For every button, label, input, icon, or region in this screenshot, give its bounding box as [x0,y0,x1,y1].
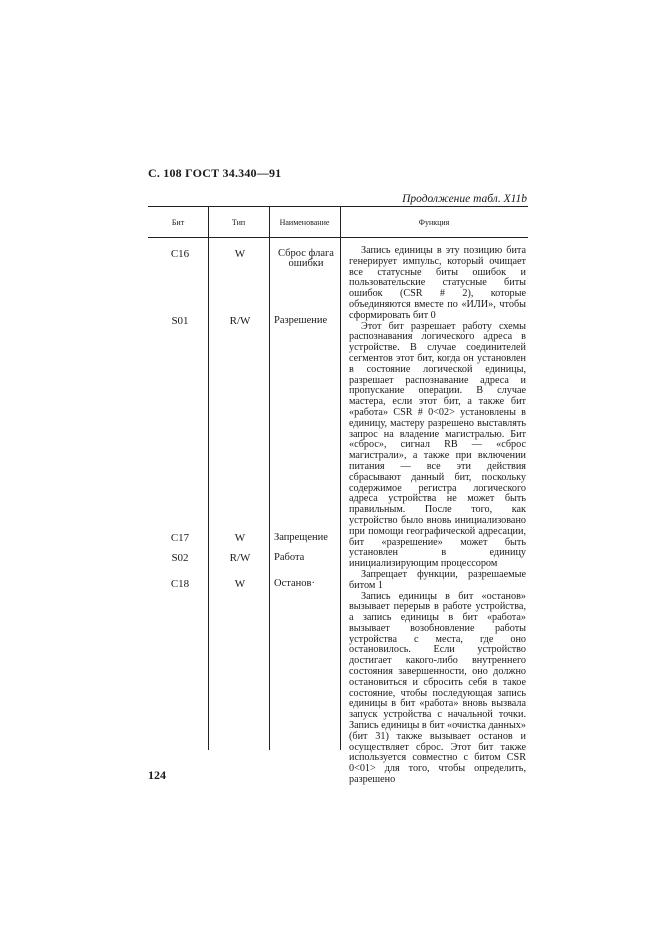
row-type: W [234,578,246,590]
function-text-c16: Запись единицы в эту позицию бита генерирует импульс, который очищает все статусные биты ошибок и пользовательские статусные биты ошибок (CSR # 2), которые объединяются вместе по «ИЛИ», чтобы сформировать бит 0 [349,245,526,321]
row-type: R/W [229,315,251,327]
row-type: R/W [229,552,251,564]
row-name: Останов· [274,578,315,589]
table-top-rule [148,206,528,207]
row-bit: C17 [170,532,190,544]
function-text-s02-c18: Запись единицы в бит «останов» вызывает перерыв в работе устройства, а запись единицы в бит «работа» вызывает возобновление работы устройства с места, где оно остановилось. Если устройство достигает какого-либо внутреннего состояния завершенности, оно должно остановиться и сбросить себя в такое состояние, чтобы последующая запись единицы в бит «работа» вновь вызвала запуск устройства с начальной точки. Запись единицы в бит «очистка данных» (бит 31) также вызывает останов и осуществляет сброс. Этот бит также используется совместно с битом CSR 0<01> для того, чтобы определить, разрешено [349,590,526,786]
table-caption: Продолжение табл. X11b [402,193,527,205]
function-text-c17: Запрещает функции, разрешаемые битом 1 [349,568,526,591]
page-header: С. 108 ГОСТ 34.340—91 [148,166,282,180]
row-bit: C16 [170,248,190,260]
column-divider [208,206,209,750]
page-number: 124 [148,768,166,782]
row-name: Сброс флага ошибки [278,248,334,269]
row-bit: S02 [171,552,189,564]
row-bit: S01 [171,315,189,327]
row-bit: C18 [170,578,190,590]
function-column-text [349,246,526,786]
column-header-function: Функция [418,218,450,227]
column-header-name: Наименование [279,218,330,227]
row-name: Запрещение [274,532,328,543]
column-divider [340,206,341,750]
column-header-bit: Бит [171,218,185,227]
row-name: Разрешение [274,315,328,326]
table-header-rule [148,237,528,238]
row-type: W [234,248,246,260]
row-type: W [234,532,246,544]
column-divider [269,206,270,750]
row-name: Работа [274,552,305,563]
function-text-s01: Этот бит разрешает работу схемы распознавания логического адреса в устройстве. В случае соединителей сегментов этот бит, когда он установлен в состояние логической единицы, разрешает распознавание адреса и пропускание операции. В случае мастера, если этот бит, а также бит «работа» CSR # 0<02> установлены в единицу, мастеру разрешено выставлять запрос на владение магистралью. Бит «сброс», сигнал RB — «сброс магистрали», а также при включении питания — все эти действия сбрасывают данный бит, поскольку содержимое регистра логического адреса устройства не может быть правильным. После того, как устройство было вновь инициализовано при помощи географической адресации, бит «разрешение» может быть установлен в единицу инициализирующим процессором [349,320,526,570]
column-header-type: Тип [231,218,246,227]
